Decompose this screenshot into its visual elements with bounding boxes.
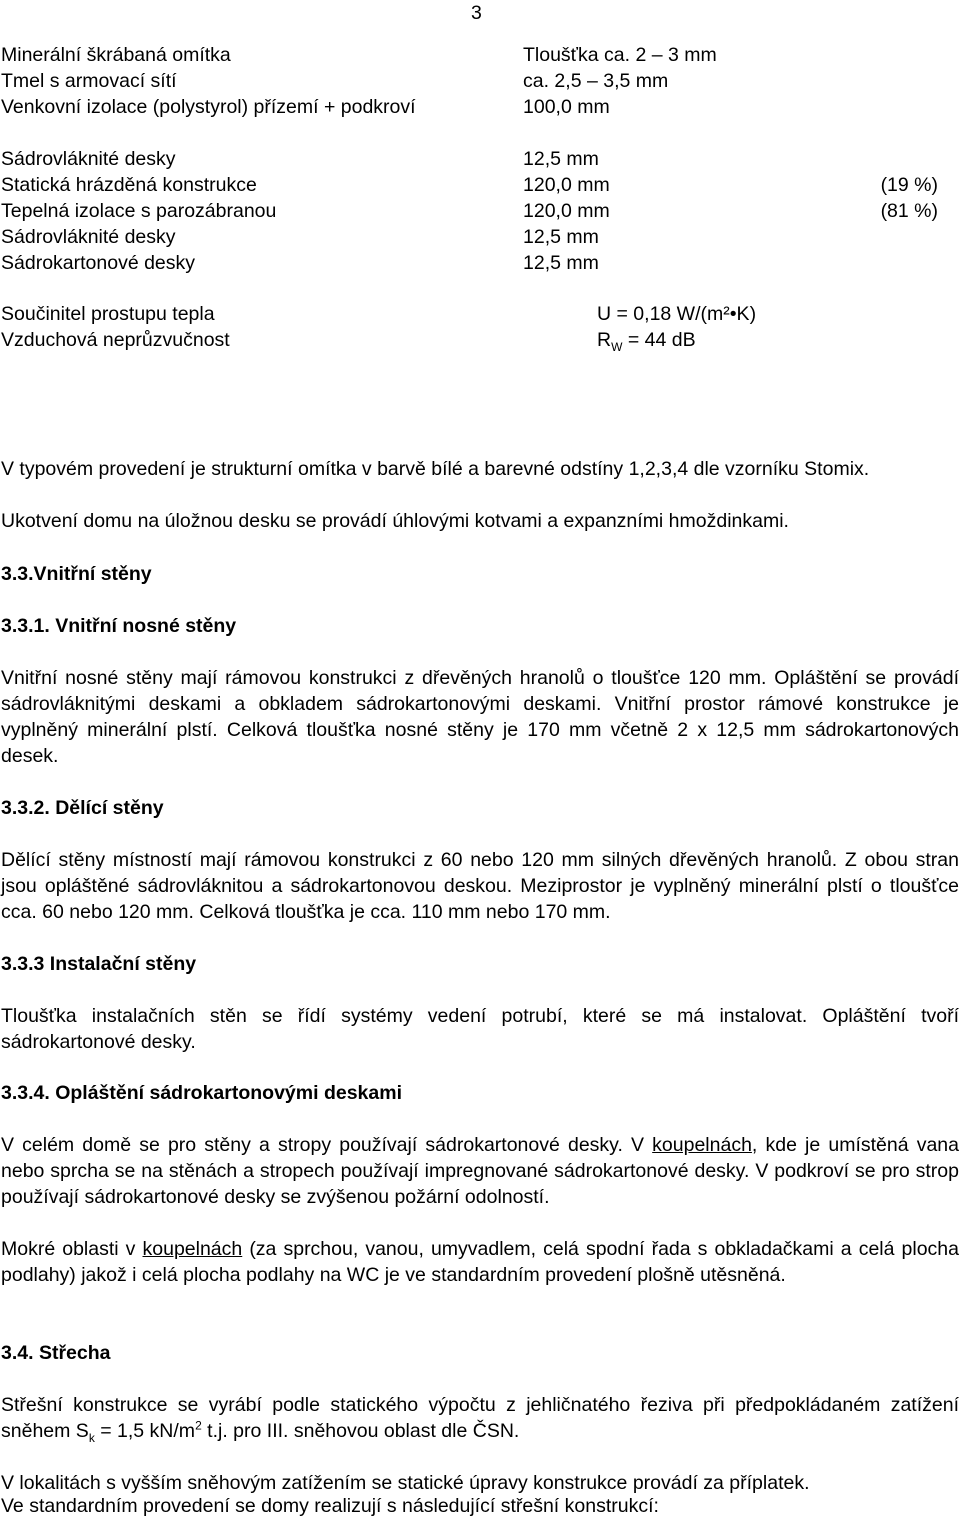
layer-percent: (81 %) <box>880 200 938 222</box>
layer-label: Sádrokartonové desky <box>1 252 196 274</box>
rw-symbol: R <box>597 329 612 351</box>
text-run: V celém domě se pro stěny a stropy používají sádrokartonové desky. V <box>1 1134 653 1156</box>
u-label: Součinitel prostupu tepla <box>1 303 215 325</box>
rw-number: = 44 dB <box>622 329 696 351</box>
rw-value <box>597 327 696 353</box>
paragraph-3-4 <box>1 1392 959 1444</box>
koupelnach-link[interactable]: koupelnách <box>652 1134 752 1156</box>
layer-label: Statická hrázděná konstrukce <box>1 174 257 196</box>
paragraph-lokality: V lokalitách s vyšším sněhovým zatížením se statické úpravy konstrukce provádí za příplatek. <box>1 1472 810 1494</box>
text-run: Mokré oblasti v <box>1 1238 143 1260</box>
layer-value: 100,0 mm <box>523 96 610 118</box>
layer-value: 12,5 mm <box>523 252 599 274</box>
paragraph-stomix: V typovém provedení je strukturní omítka v barvě bílé a barevné odstíny 1,2,3,4 dle vzorníku Stomix. <box>1 458 870 480</box>
text-run: , kde je umístěná vana nebo sprcha se na stěnách a stropech používají impregnované sádrokartonové desky. V podkroví se pro strop používají sádrokartonové desky se zvýšenou požární odolností. <box>1 1134 960 1208</box>
layer-value: 120,0 mm <box>523 200 610 222</box>
text-run: = 1,5 kN/m <box>94 1420 196 1442</box>
paragraph-mokre-oblasti <box>1 1236 959 1288</box>
heading-3-3-2: 3.3.2. Dělící stěny <box>1 797 164 819</box>
heading-3-3-4: 3.3.4. Opláštění sádrokartonovými deskami <box>1 1082 402 1104</box>
m2-superscript: 2 <box>195 1418 202 1433</box>
layer-percent: (19 %) <box>880 174 938 196</box>
paragraph-3-3-4 <box>1 1132 959 1210</box>
layer-label: Venkovní izolace (polystyrol) přízemí + podkroví <box>1 96 416 118</box>
layer-value: ca. 2,5 – 3,5 mm <box>523 70 669 92</box>
paragraph-standard: Ve standardním provedení se domy realizují s následující střešní konstrukcí: <box>1 1495 659 1517</box>
koupelnach-link[interactable]: koupelnách <box>142 1238 243 1260</box>
layer-value: 12,5 mm <box>523 226 599 248</box>
paragraph-ukotveni: Ukotvení domu na úložnou desku se provádí úhlovými kotvami a expanzními hmoždinkami. <box>1 510 789 532</box>
layer-label: Sádrovláknité desky <box>1 148 176 170</box>
layer-label: Tepelná izolace s parozábranou <box>1 200 277 222</box>
paragraph-3-3-2: Dělící stěny místností mají rámovou konstrukci z 60 nebo 120 mm silných dřevěných hranolů. Z obou stran jsou opláštěné sádrovláknitou a sádrokartonovou deskou. Meziprostor je vyplněný minerální plstí o tloušťce cca. 60 nebo 120 mm. Celková tloušťka je cca. 110 mm nebo 170 mm. <box>1 849 959 923</box>
u-value: U = 0,18 W/(m²•K) <box>597 303 757 325</box>
layer-value: 12,5 mm <box>523 148 599 170</box>
rw-label: Vzduchová neprůzvučnost <box>1 329 230 351</box>
text-run: (za sprchou, vanou, umyvadlem, celá spodní řada s obkladačkami a celá plocha podlahy) jakož i celá plocha podlahy na WC je ve standardním provedení plošně utěsněná. <box>1 1238 959 1286</box>
layer-label: Sádrovláknité desky <box>1 226 176 248</box>
heading-3-3-3: 3.3.3 Instalační stěny <box>1 953 197 975</box>
layer-label: Tmel s armovací sítí <box>1 70 177 92</box>
paragraph-3-3-3: Tloušťka instalačních stěn se řídí systémy vedení potrubí, které se má instalovat. Opláštění tvoří sádrokartonové desky. <box>1 1005 959 1053</box>
heading-3-3: 3.3.Vnitřní stěny <box>1 563 152 585</box>
paragraph-3-3-1: Vnitřní nosné stěny mají rámovou konstrukci z dřevěných hranolů o tloušťce 120 mm. Opláštění se provádí sádrovláknitými deskami a obkladem sádrokartonovými deskami. Vnitřní prostor rámové konstrukce je vyplněný minerální plstí. Celková tloušťka nosné stěny je 170 mm včetně 2 x 12,5 mm sádrokartonových desek. <box>1 667 959 767</box>
text-run: t.j. pro III. sněhovou oblast dle ČSN. <box>201 1420 520 1442</box>
text-run: Střešní konstrukce se vyrábí podle statického výpočtu z jehličnatého řeziva při předpokládaném zatížení sněhem S <box>1 1394 959 1442</box>
sk-subscript: k <box>88 1430 95 1445</box>
heading-3-3-1: 3.3.1. Vnitřní nosné stěny <box>1 615 237 637</box>
layer-value: 120,0 mm <box>523 174 610 196</box>
page-number: 3 <box>471 2 482 24</box>
layer-value: Tloušťka ca. 2 – 3 mm <box>523 44 717 66</box>
layer-label: Minerální škrábaná omítka <box>1 44 231 66</box>
heading-3-4: 3.4. Střecha <box>1 1342 111 1364</box>
rw-subscript: W <box>611 339 623 354</box>
